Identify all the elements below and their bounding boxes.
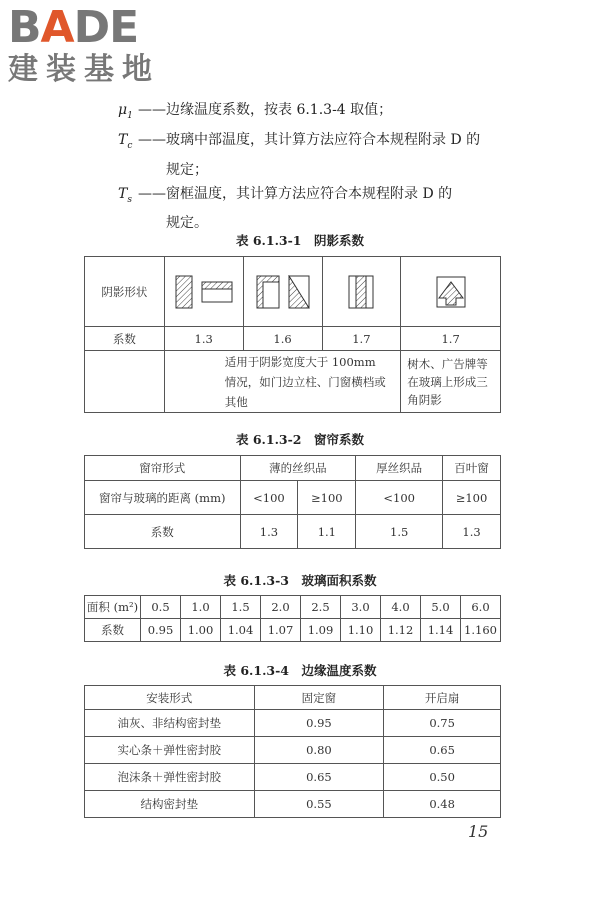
coef-cell: 1.07 bbox=[261, 619, 301, 642]
coef-cell: 1.12 bbox=[381, 619, 421, 642]
coef-cell: 0.95 bbox=[141, 619, 181, 642]
area-cell: 3.0 bbox=[341, 596, 381, 619]
logo-wordmark: BADE bbox=[8, 2, 139, 53]
coef-cell: 1.160 bbox=[461, 619, 501, 642]
area-label: 面积 (m²) bbox=[85, 596, 141, 619]
table4-caption: 表 6.1.3-4 边缘温度系数 bbox=[223, 663, 377, 678]
coef-label: 系数 bbox=[85, 619, 141, 642]
table-row: 结构密封垫 bbox=[85, 791, 255, 818]
coef-cell: 1.00 bbox=[181, 619, 221, 642]
header-cell: 固定窗 bbox=[254, 686, 384, 710]
shape-row-label: 阴影形状 bbox=[85, 257, 165, 327]
definition-mu: $\mu_1$ ——边缘温度系数，按表 6.1.3-4 取值； bbox=[118, 102, 393, 121]
definition-ts: $T_s$ ——窗框温度，其计算方法应符合本规程附录 D 的 bbox=[118, 185, 453, 205]
area-cell: 1.0 bbox=[181, 596, 221, 619]
coef-cell: 1.3 bbox=[443, 515, 501, 549]
hatched-crossbar-icon bbox=[201, 281, 233, 303]
dist-cell: ≥100 bbox=[298, 481, 356, 515]
dist-label: 窗帘与玻璃的距离 (mm) bbox=[85, 481, 241, 515]
header-cell: 窗帘形式 bbox=[85, 456, 241, 481]
table-cell: 0.75 bbox=[384, 710, 501, 737]
header-cell: 薄的丝织品 bbox=[240, 456, 356, 481]
symbol-definitions bbox=[118, 98, 538, 235]
coef-cell: 1.5 bbox=[356, 515, 443, 549]
table-cell: 0.95 bbox=[254, 710, 384, 737]
header-cell: 百叶窗 bbox=[443, 456, 501, 481]
area-cell: 5.0 bbox=[421, 596, 461, 619]
table-row: 泡沫条＋弹性密封胶 bbox=[85, 764, 255, 791]
area-cell: 0.5 bbox=[141, 596, 181, 619]
shape-figure-1 bbox=[164, 257, 243, 327]
area-cell: 4.0 bbox=[381, 596, 421, 619]
hatched-gable-icon bbox=[436, 276, 466, 308]
note-empty-cell bbox=[85, 351, 165, 413]
table-cell: 0.50 bbox=[384, 764, 501, 791]
definition-ts-cont: 规定。 bbox=[166, 215, 208, 232]
coef-cell: 1.09 bbox=[301, 619, 341, 642]
note-side: 树木、广告牌等在玻璃上形成三角阴影 bbox=[401, 351, 501, 413]
header-cell: 开启扇 bbox=[384, 686, 501, 710]
brand-logo bbox=[8, 2, 160, 88]
dist-cell: <100 bbox=[240, 481, 298, 515]
dist-cell: ≥100 bbox=[443, 481, 501, 515]
shape-figure-3 bbox=[322, 257, 401, 327]
table-cell: 0.65 bbox=[254, 764, 384, 791]
area-coefficient-table bbox=[84, 595, 501, 642]
area-cell: 6.0 bbox=[461, 596, 501, 619]
table-cell: 0.48 bbox=[384, 791, 501, 818]
table2-caption: 表 6.1.3-2 窗帘系数 bbox=[235, 432, 365, 447]
coef-cell: 1.1 bbox=[298, 515, 356, 549]
table-cell: 0.80 bbox=[254, 737, 384, 764]
coef-label: 系数 bbox=[85, 515, 241, 549]
coef-cell: 1.14 bbox=[421, 619, 461, 642]
area-cell: 2.5 bbox=[301, 596, 341, 619]
note-main: 适用于阴影宽度大于 100mm 情况，如门边立柱、门窗横档或其他 bbox=[164, 351, 401, 413]
area-cell: 2.0 bbox=[261, 596, 301, 619]
shade-coefficient-table bbox=[84, 256, 501, 413]
table1-caption: 表 6.1.3-1 阴影系数 bbox=[235, 233, 365, 248]
hatched-corner-icon bbox=[256, 275, 280, 309]
shape-figure-4 bbox=[401, 257, 501, 327]
definition-tc: $T_c$ ——玻璃中部温度，其计算方法应符合本规程附录 D 的 bbox=[118, 131, 481, 151]
logo-subtitle: 建装基地 bbox=[8, 52, 160, 87]
coef-row-label: 系数 bbox=[85, 327, 165, 351]
coef-cell: 1.3 bbox=[164, 327, 243, 351]
hatched-center-strip-icon bbox=[348, 275, 374, 309]
coef-cell: 1.10 bbox=[341, 619, 381, 642]
table3-caption: 表 6.1.3-3 玻璃面积系数 bbox=[223, 573, 377, 588]
dist-cell: <100 bbox=[356, 481, 443, 515]
coef-cell: 1.7 bbox=[322, 327, 401, 351]
edge-temperature-table bbox=[84, 685, 501, 818]
coef-cell: 1.7 bbox=[401, 327, 501, 351]
shape-figure-2 bbox=[243, 257, 322, 327]
page-number: 15 bbox=[468, 822, 489, 841]
header-cell: 安装形式 bbox=[85, 686, 255, 710]
table-row: 实心条＋弹性密封胶 bbox=[85, 737, 255, 764]
coef-cell: 1.6 bbox=[243, 327, 322, 351]
table-cell: 0.55 bbox=[254, 791, 384, 818]
definition-tc-cont: 规定； bbox=[166, 161, 208, 178]
hatched-strip-icon bbox=[175, 275, 193, 309]
table-cell: 0.65 bbox=[384, 737, 501, 764]
header-cell: 厚丝织品 bbox=[356, 456, 443, 481]
area-cell: 1.5 bbox=[221, 596, 261, 619]
table-row: 油灰、非结构密封垫 bbox=[85, 710, 255, 737]
hatched-triangle-icon bbox=[288, 275, 310, 309]
coef-cell: 1.3 bbox=[240, 515, 298, 549]
coef-cell: 1.04 bbox=[221, 619, 261, 642]
curtain-coefficient-table bbox=[84, 455, 501, 549]
